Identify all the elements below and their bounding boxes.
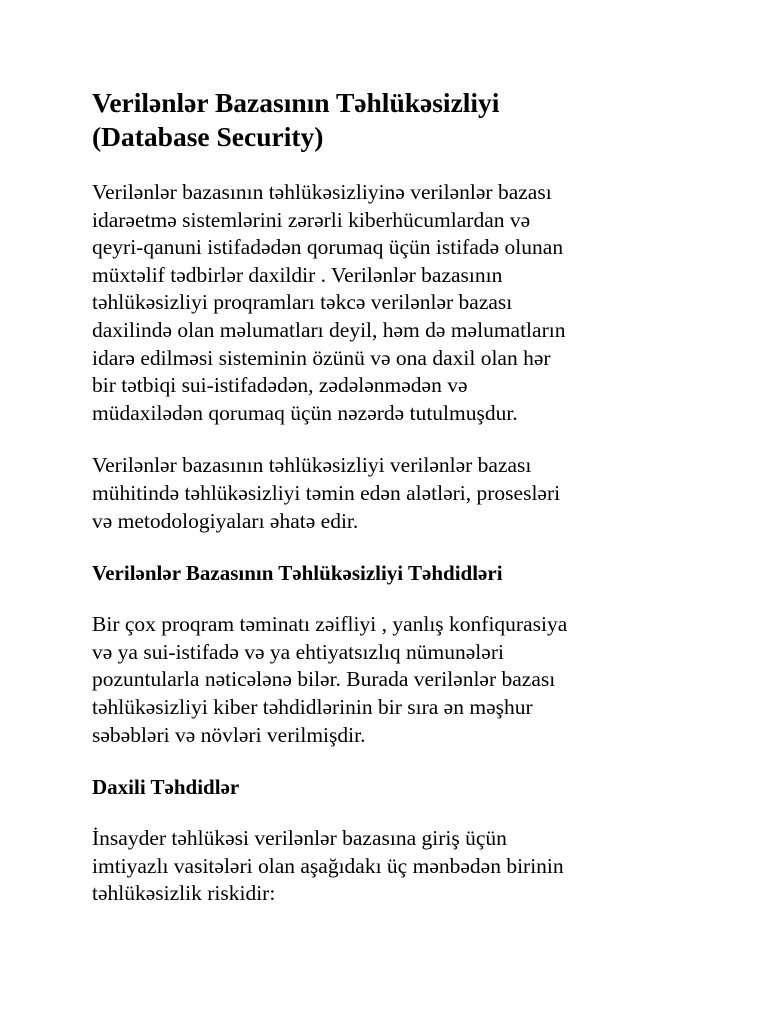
title-line-1: Verilənlər Bazasının Təhlükəsizliyi	[92, 87, 500, 118]
heading-internal-threats: Daxili Təhdidlər	[92, 775, 240, 800]
paragraph-scope: Verilənlər bazasının təhlükəsizliyi verilənlər bazası mühitində təhlükəsizliyi təmin edən alətləri, prosesləri və metodologiyaları əhatə edir.	[92, 453, 561, 533]
document-title	[92, 86, 692, 154]
title-line-2: (Database Security)	[92, 121, 324, 152]
paragraph-intro: Verilənlər bazasının təhlükəsizliyinə verilənlər bazası idarəetmə sistemlərini zərərli kiberhücumlardan və qeyri-qanuni istifadədən qorumaq üçün istifadə olunan müxtəlif tədbirlər daxildir . Verilənlər bazasının təhlükəsizliyi proqramları təkcə verilənlər bazası daxilində olan məlumatları deyil, həm də məlumatların idarə edilməsi sisteminin özünü və ona daxil olan hər bir tətbiqi sui-istifadədən, zədələnmədən və müdaxilədən qorumaq üçün nəzərdə tutulmuşdur.	[92, 180, 566, 425]
heading-threats: Verilənlər Bazasının Təhlükəsizliyi Təhdidləri	[92, 561, 503, 586]
paragraph-threats: Bir çox proqram təminatı zəifliyi , yanlış konfiqurasiya və ya sui-istifadə və ya ehtiyatsızlıq nümunələri pozuntularla nəticələnə bilər. Burada verilənlər bazası təhlükəsizliyi kiber təhdidlərinin bir sıra ən məşhur səbəbləri və növləri verilmişdir.	[92, 612, 568, 747]
paragraph-insider: İnsayder təhlükəsi verilənlər bazasına giriş üçün imtiyazlı vasitələri olan aşağıdakı üç mənbədən birinin təhlükəsizlik riskidir:	[92, 826, 564, 906]
document-page	[92, 86, 692, 933]
